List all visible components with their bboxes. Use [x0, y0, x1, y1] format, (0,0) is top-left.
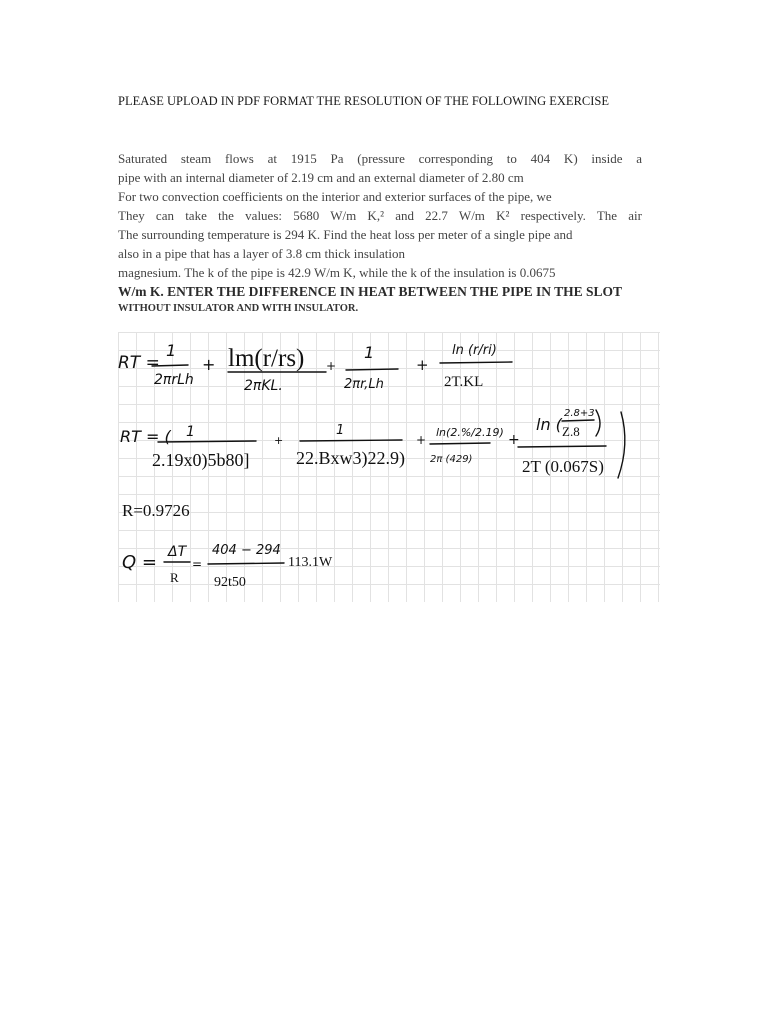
eq2-term4-num-bottom: Z.8 — [562, 424, 580, 439]
eq1-plus: + — [326, 359, 337, 373]
eq1-term2-num: lm(r/rs) — [228, 345, 305, 372]
eq2-lhs: RT = ( — [120, 427, 171, 446]
resistance-result: R=0.9726 — [122, 501, 190, 520]
equation-resistance-numeric — [120, 408, 625, 478]
eq1-lhs: RT = — [118, 353, 160, 373]
eq2-term3-num: ln(2.%/2.19) — [436, 426, 504, 439]
eq2-term4-num-ln: ln ( — [536, 415, 562, 434]
eq3-frac2-den: 92t50 — [214, 575, 246, 590]
eq2-plus: + — [416, 433, 427, 447]
eq2-term4-den: 2T (0.067S) — [522, 457, 604, 476]
exercise-heading: PLEASE UPLOAD IN PDF FORMAT THE RESOLUTION OF THE FOLLOWING EXERCISE — [118, 94, 609, 108]
problem-line: For two convection coefficients on the interior and exterior surfaces of the pipe, we — [118, 189, 552, 204]
eq2-term2-num: 1 — [336, 423, 345, 438]
problem-line: WITHOUT INSULATOR AND WITH INSULATOR. — [118, 303, 359, 314]
problem-statement — [118, 149, 642, 317]
eq2-term1-den: 2.19x0)5b80] — [152, 450, 250, 470]
eq2-fraction-bar — [518, 446, 606, 447]
eq1-plus: + — [202, 355, 216, 374]
worksheet-drawing — [118, 332, 660, 602]
problem-line: also in a pipe that has a layer of 3.8 cm thick insulation — [118, 246, 406, 261]
problem-line: W/m K. ENTER THE DIFFERENCE IN HEAT BETWEEN THE PIPE IN THE SLOT — [118, 284, 622, 299]
eq2-term4-num-top: 2.8+3 — [564, 408, 595, 419]
eq1-fraction-bar — [152, 365, 188, 366]
eq3-frac1-num: ΔT — [168, 544, 187, 560]
eq3-frac2-num: 404 − 294 — [212, 543, 281, 558]
eq1-term4-num: ln (r/ri) — [452, 343, 497, 358]
eq1-fraction-bar — [346, 369, 398, 370]
problem-line: Saturated steam flows at 1915 Pa (pressure corresponding to 404 K) inside a — [118, 151, 642, 166]
eq1-term1-den: 2πrLh — [154, 372, 194, 388]
eq2-fraction-bar — [430, 443, 490, 444]
eq3-equals: = — [192, 557, 203, 571]
problem-line: pipe with an internal diameter of 2.19 cm and an external diameter of 2.80 cm — [118, 170, 524, 185]
eq1-term4-den: 2T.KL — [444, 374, 484, 390]
problem-line: magnesium. The k of the pipe is 42.9 W/m K, while the k of the insulation is 0.0675 — [118, 265, 556, 280]
eq3-lhs: Q = — [122, 552, 157, 573]
eq2-plus: + — [274, 434, 284, 447]
eq3-frac1-den: R — [170, 570, 179, 585]
eq3-fraction-bar — [208, 563, 284, 564]
eq2-inner-fraction-bar — [562, 420, 594, 421]
eq2-close-paren — [596, 410, 600, 436]
eq1-term3-num: 1 — [364, 343, 375, 362]
eq2-fraction-bar — [158, 441, 256, 442]
eq2-term3-den: 2π (429) — [430, 454, 473, 465]
handwritten-worksheet — [118, 332, 660, 602]
eq2-term2-den: 22.Bxw3)22.9) — [296, 448, 405, 468]
eq2-term1-num: 1 — [186, 424, 195, 440]
equation-heat-loss — [122, 543, 333, 590]
eq1-fraction-bar — [440, 362, 512, 363]
problem-line: The surrounding temperature is 294 K. Find the heat loss per meter of a single pipe and — [118, 227, 573, 242]
eq1-term3-den: 2πr,Lh — [344, 377, 384, 392]
eq2-fraction-bar — [300, 440, 402, 441]
eq1-term1-num: 1 — [166, 341, 177, 360]
problem-line: They can take the values: 5680 W/m K,² and 22.7 W/m K² respectively. The air — [118, 208, 642, 223]
eq2-outer-close-paren — [618, 412, 625, 478]
equation-resistance-general — [118, 341, 512, 394]
eq2-plus: + — [508, 432, 520, 448]
eq1-term2-den: 2πKL. — [244, 378, 283, 394]
eq1-plus: + — [416, 356, 429, 374]
eq3-result: 113.1W — [288, 555, 333, 570]
